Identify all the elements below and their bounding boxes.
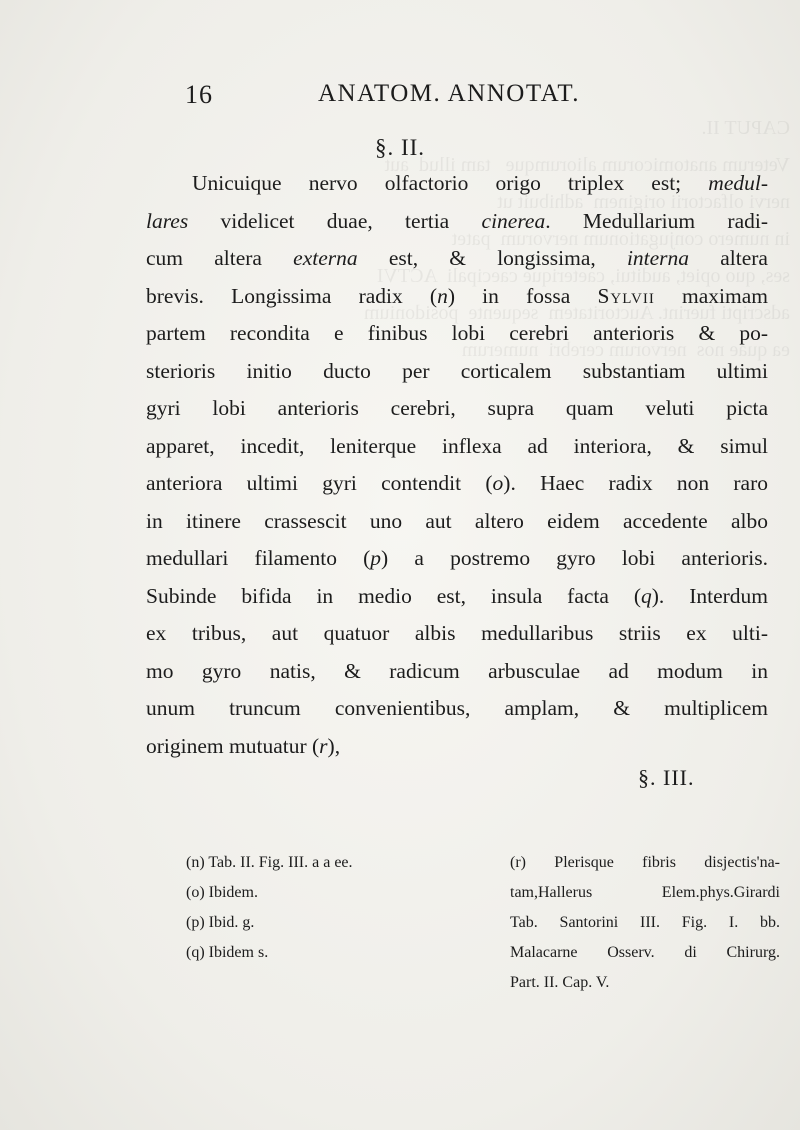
text-segment: in itinere crassescit uno aut altero eidem accedente albo: [146, 508, 768, 533]
text-segment: cum altera: [146, 246, 294, 270]
text-segment: videlicet duae, tertia: [188, 208, 482, 233]
text-segment: sterioris initio ducto per corticalem substantiam ultimi: [146, 358, 768, 383]
italic-text: interna: [626, 246, 690, 270]
text-line: [146, 578, 768, 616]
footnote-n: (n) Tab. II. Fig. III. a a ee.: [186, 854, 353, 871]
text-line: [146, 165, 768, 203]
footnotes-left-column: [186, 848, 476, 968]
text-segment: Unicuique nervo olfactorio origo triplex est;: [192, 171, 709, 195]
footnote-q: (q) Ibidem s.: [186, 944, 269, 961]
text-segment: ) a postremo gyro lobi anterioris.: [381, 546, 768, 570]
text-line: [146, 728, 768, 766]
footnote-r-line: Tab. Santorini III. Fig. I. bb.: [510, 914, 780, 931]
body-paragraph: [146, 165, 768, 765]
text-segment: apparet, incedit, leniterque inflexa ad interiora, & simul: [146, 433, 768, 458]
running-head: ANATOM. ANNOTAT.: [318, 80, 581, 107]
bleed-through-text: CAPUT II. Veterum anatomicorum aliorumque tam illud aut nervi olfactorii originem adhibuit ut in numero conjugationum nervorum patet ses, quo opiet, auditui, caeterique caecipali ACTVI adscripti fuerint. Auctoritatem sequente posidonium ea quae nos nervorum cerebri numerum: [363, 117, 790, 361]
footnote-r-line: Part. II. Cap. V.: [510, 974, 610, 991]
footnote-p: (p) Ibid. g.: [186, 914, 255, 931]
text-segment: . Medullarium radi-: [545, 208, 769, 233]
text-segment: gyri lobi anterioris cerebri, supra quam veluti picta: [146, 396, 768, 420]
text-segment: anteriora ultimi gyri contendit (: [146, 471, 493, 495]
text-line: [146, 503, 768, 541]
next-section-heading: §. III.: [638, 765, 695, 790]
small-caps-text: Sylvii: [597, 283, 655, 308]
text-line: [146, 390, 768, 428]
page-number: 16: [185, 80, 213, 109]
text-line: [146, 465, 768, 503]
italic-text: lares: [146, 208, 189, 233]
text-segment: mo gyro natis, & radicum arbusculae ad modum in: [146, 658, 768, 683]
page-header: [0, 80, 800, 120]
text-segment: unum truncum convenientibus, amplam, & multiplicem: [146, 696, 768, 720]
text-segment: partem recondita e finibus lobi cerebri anterioris & po-: [146, 321, 768, 345]
text-line: [146, 690, 768, 728]
italic-text: o: [492, 471, 504, 495]
footnote-r-line: tam,Hallerus Elem.phys.Girardi: [510, 884, 780, 901]
footnote-r-line: Malacarne Osserv. di Chirurg.: [510, 944, 780, 961]
text-segment: ). Haec radix non raro: [503, 471, 769, 495]
text-segment: altera: [689, 246, 768, 270]
text-line: [146, 278, 768, 316]
footnotes-right-column: [510, 848, 780, 998]
italic-text: medul-: [708, 171, 768, 195]
text-line: [146, 315, 768, 353]
italic-text: q: [641, 583, 652, 608]
text-segment: ),: [327, 733, 341, 758]
text-segment: ). Interdum: [651, 583, 769, 608]
italic-text: n: [437, 283, 448, 308]
italic-text: cinerea: [481, 208, 546, 233]
text-segment: Subinde bifida in medio est, insula facta (: [146, 583, 641, 608]
text-line: [146, 240, 768, 278]
text-line: [146, 203, 768, 241]
footnote-r-line: (r) Plerisque fibris disjectis'na-: [510, 854, 780, 871]
text-segment: brevis. Longissima radix (: [146, 283, 438, 308]
text-segment: medullari filamento (: [146, 546, 371, 570]
text-line: [146, 653, 768, 691]
text-segment: ex tribus, aut quatuor albis medullaribus striis ex ulti-: [146, 621, 768, 645]
footnote-o: (o) Ibidem.: [186, 884, 258, 901]
italic-text: p: [370, 546, 382, 570]
italic-text: r: [319, 733, 328, 758]
text-line: [146, 540, 768, 578]
text-line: [146, 615, 768, 653]
text-line: [146, 353, 768, 391]
section-heading: §. II.: [374, 135, 426, 160]
text-segment: ) in fossa: [447, 283, 598, 308]
text-line: [146, 428, 768, 466]
text-segment: originem mutuatur (: [146, 733, 320, 758]
text-segment: maximam: [654, 283, 768, 308]
italic-text: externa: [293, 246, 358, 270]
text-segment: est, & longissima,: [357, 246, 627, 270]
